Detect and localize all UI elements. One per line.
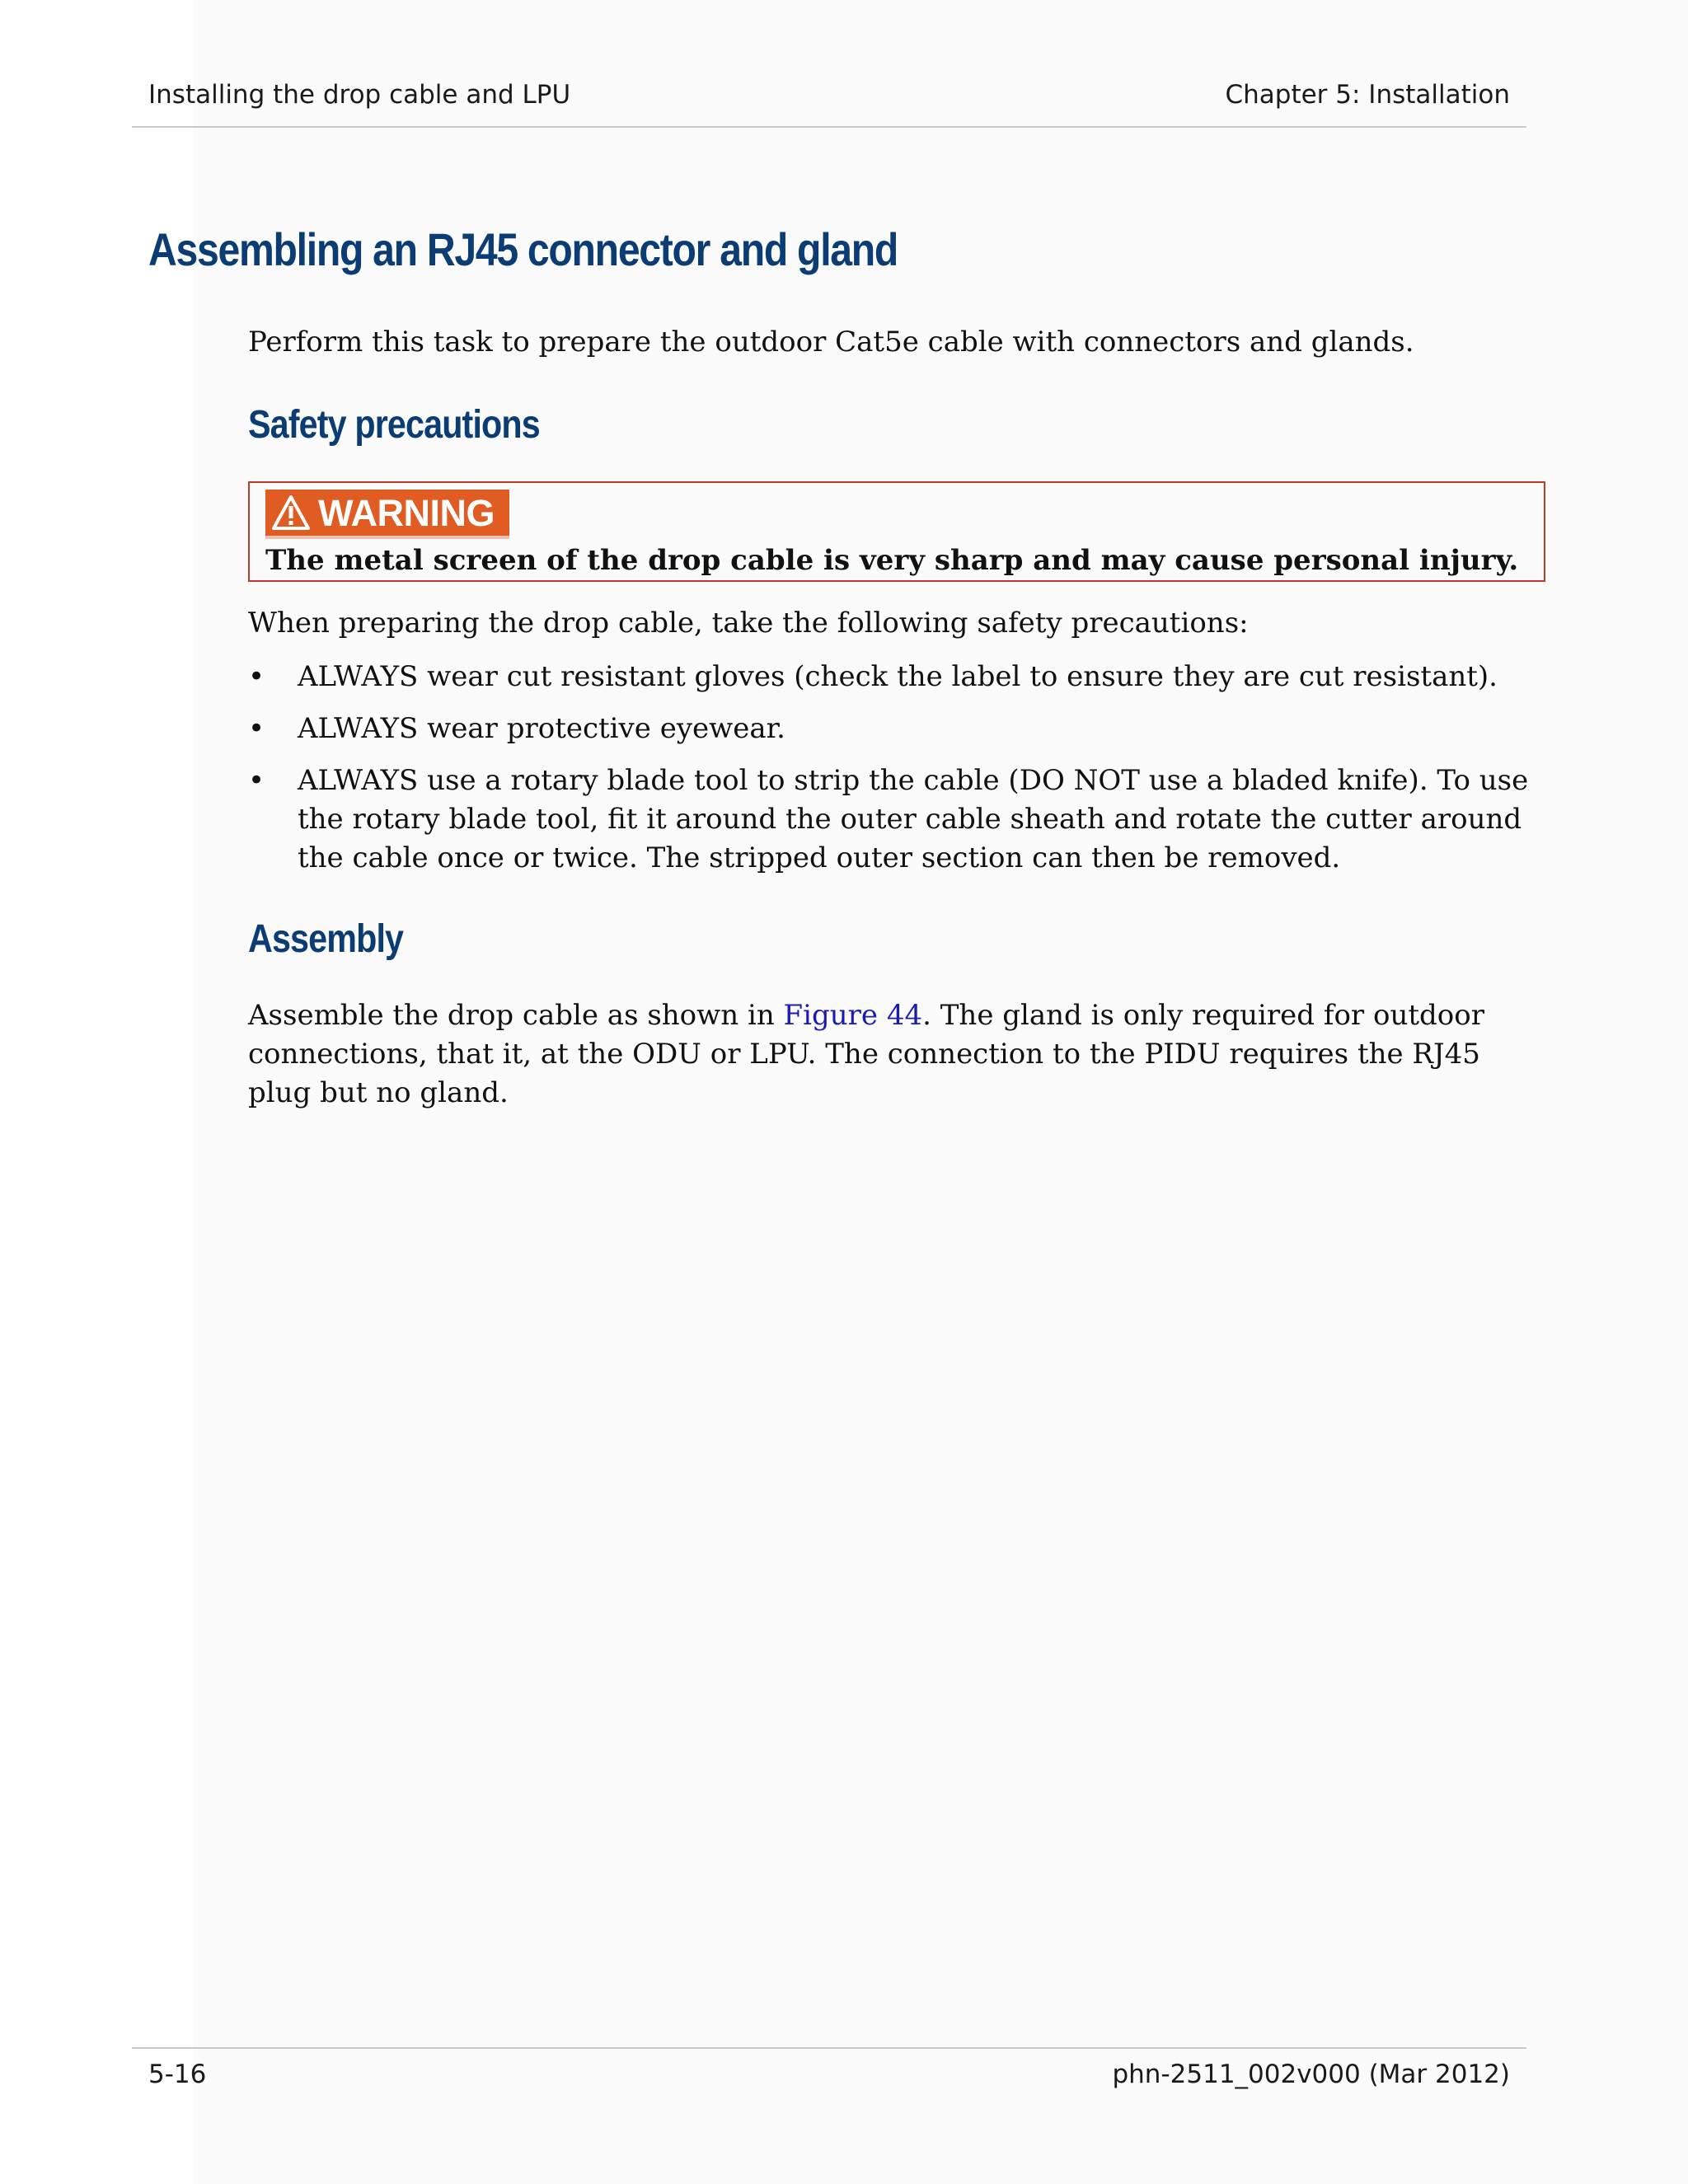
- header-chapter-title: Chapter 5: Installation: [1225, 80, 1510, 110]
- warning-label: WARNING: [318, 492, 495, 534]
- list-item: [248, 658, 1534, 696]
- assembly-heading: Assembly: [248, 917, 404, 961]
- intro-paragraph: Perform this task to prepare the outdoor Cat5e cable with connectors and glands.: [248, 326, 1414, 359]
- bullet-icon: •: [248, 712, 265, 745]
- bullet-icon: •: [248, 660, 265, 693]
- list-item-text: ALWAYS use a rotary blade tool to strip the cable (DO NOT use a bladed knife). To use the rotary blade tool, fit it around the outer cable sheath and rotate the cutter around the cable once or twice. The stripped outer section can then be removed.: [298, 764, 1529, 874]
- running-footer: [132, 2047, 1526, 2115]
- warning-message: The metal screen of the drop cable is very sharp and may cause personal injury.: [265, 544, 1519, 577]
- list-item: [248, 710, 1534, 748]
- list-item-text: ALWAYS wear cut resistant gloves (check the label to ensure they are cut resistant).: [298, 660, 1498, 693]
- list-item: [248, 762, 1534, 878]
- safety-heading: Safety precautions: [248, 403, 540, 447]
- warning-badge: [265, 490, 509, 536]
- bullet-icon: •: [248, 764, 265, 797]
- header-section-title: Installing the drop cable and LPU: [148, 80, 571, 110]
- document-id: phn-2511_002v000 (Mar 2012): [1112, 2060, 1510, 2089]
- assembly-paragraph: [248, 996, 1534, 1113]
- warning-triangle-icon: [272, 495, 310, 530]
- safety-lead-paragraph: When preparing the drop cable, take the following safety precautions:: [248, 607, 1249, 640]
- figure-44-link[interactable]: Figure 44: [783, 999, 923, 1032]
- list-item-text: ALWAYS wear protective eyewear.: [298, 712, 785, 745]
- safety-bullet-list: [248, 658, 1534, 891]
- warning-box: [248, 481, 1545, 582]
- page-number: 5-16: [148, 2060, 207, 2089]
- page-title: Assembling an RJ45 connector and gland: [148, 223, 898, 275]
- assembly-text-end: . The gland is only required for outdoor connections, that it, at the ODU or LPU. The connection to the PIDU requires the RJ45 plug but no gland.: [248, 999, 1484, 1109]
- assembly-text-start: Assemble the drop cable as shown in: [248, 999, 784, 1032]
- running-header: [132, 0, 1526, 128]
